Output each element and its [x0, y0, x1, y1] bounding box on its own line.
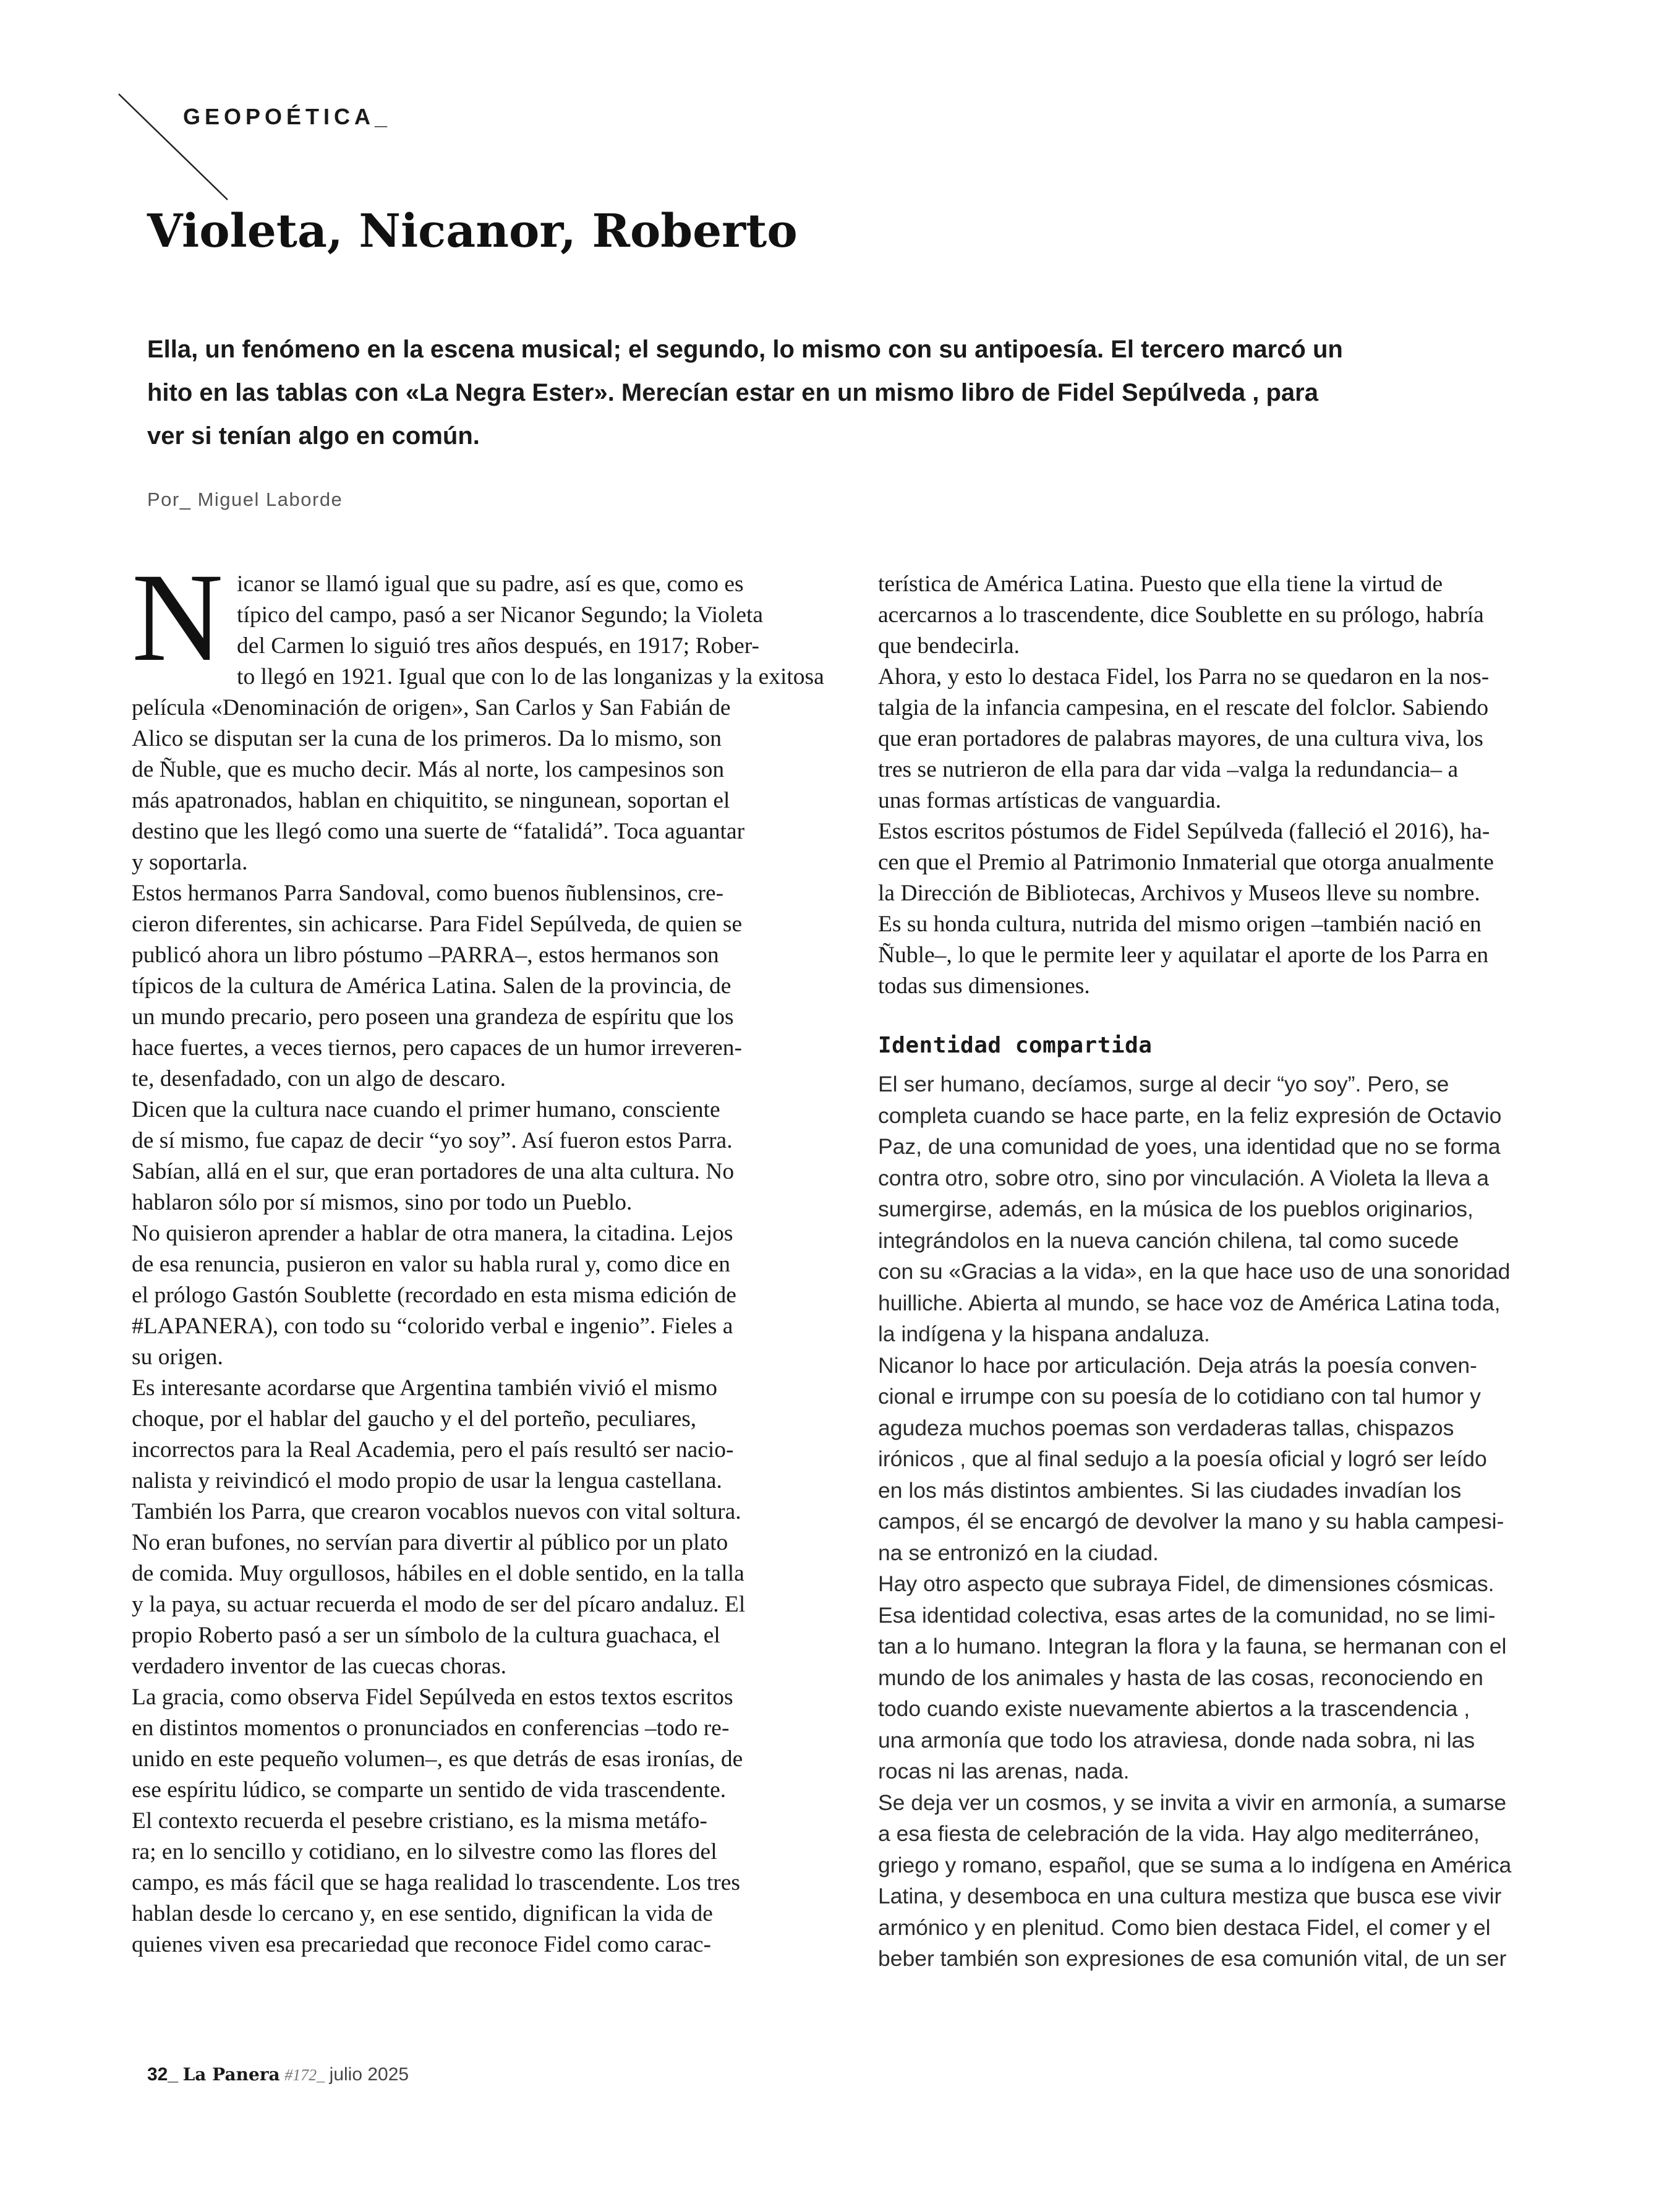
body-text-line: película «Denominación de origen», San Carlos y San Fabián de — [132, 695, 731, 720]
body-text-line: en los más distintos ambientes. Si las ciudades invadían los — [878, 1477, 1462, 1503]
body-text-line: completa cuando se hace parte, en la feliz expresión de Octavio — [878, 1103, 1502, 1128]
body-text-line: Sabían, allá en el sur, que eran portadores de una alta cultura. No — [132, 1159, 735, 1184]
body-text-line: agudeza muchos poemas son verdaderas tallas, chispazos — [878, 1415, 1454, 1440]
body-text-line: Nicanor lo hace por articulación. Deja atrás la poesía conven- — [878, 1352, 1477, 1378]
body-text-line: integrándolos en la nueva canción chilena, tal como sucede — [878, 1228, 1459, 1253]
section-subheading: Identidad compartida — [878, 1033, 1153, 1058]
article-title: Violeta, Nicanor, Roberto — [147, 205, 798, 258]
body-text-line: de comida. Muy orgullosos, hábiles en el doble sentido, en la talla — [132, 1561, 744, 1586]
page-number: 32_ — [147, 2064, 179, 2085]
body-text-line: Es interesante acordarse que Argentina también vivió el mismo — [132, 1375, 717, 1401]
body-text-line: publicó ahora un libro póstumo –PARRA–, estos hermanos son — [132, 942, 719, 968]
body-text-line: de esa renuncia, pusieron en valor su habla rural y, como dice en — [132, 1252, 731, 1277]
body-text-line: campos, él se encargó de devolver la mano y su habla campesi- — [878, 1509, 1504, 1534]
body-text-line: cieron diferentes, sin achicarse. Para Fidel Sepúlveda, de quien se — [132, 912, 743, 937]
body-text-line: Estos escritos póstumos de Fidel Sepúlveda (falleció el 2016), ha- — [878, 819, 1490, 844]
body-text-line: incorrectos para la Real Academia, pero el país resultó ser nacio- — [132, 1437, 734, 1463]
body-text-line: ese espíritu lúdico, se comparte un sentido de vida trascendente. — [132, 1777, 727, 1803]
body-text-line: y la paya, su actuar recuerda el modo de ser del pícaro andaluz. El — [132, 1592, 746, 1617]
body-text-line: cional e irrumpe con su poesía de lo cotidiano con tal humor y — [878, 1384, 1481, 1409]
right-column-sans — [878, 1069, 1583, 1975]
body-text-line: más apatronados, hablan en chiquitito, se ningunean, soportan el — [132, 788, 730, 813]
drop-cap: N — [132, 547, 224, 688]
body-text-line: te, desenfadado, con un algo de descaro. — [132, 1066, 506, 1091]
body-text-line: rocas ni las arenas, nada. — [878, 1759, 1130, 1783]
body-text-line: Latina, y desemboca en una cultura mestiza que busca ese vivir — [878, 1884, 1502, 1908]
body-text-line: Alico se disputan ser la cuna de los primeros. Da lo mismo, son — [132, 726, 722, 751]
body-text-line: Es su honda cultura, nutrida del mismo origen –también nació en — [878, 912, 1482, 937]
body-text-line: acercarnos a lo trascendente, dice Soublette en su prólogo, habría — [878, 602, 1484, 628]
lead-line: hito en las tablas con «La Negra Ester». Merecían estar en un mismo libro de Fidel Sepúlveda , para — [147, 379, 1318, 406]
body-text-line: el prólogo Gastón Soublette (recordado en esta misma edición de — [132, 1283, 736, 1308]
body-text-line: ra; en lo sencillo y cotidiano, en lo silvestre como las flores del — [132, 1839, 717, 1864]
lead-line: ver si tenían algo en común. — [147, 422, 480, 450]
body-text-line: a esa fiesta de celebración de la vida. Hay algo mediterráneo, — [878, 1821, 1480, 1846]
body-text-line: Dicen que la cultura nace cuando el primer humano, consciente — [132, 1097, 720, 1122]
body-text-line: que bendecirla. — [878, 633, 1020, 659]
body-text-line: griego y romano, español, que se suma a lo indígena en América — [878, 1852, 1512, 1877]
body-text-line: de sí mismo, fue capaz de decir “yo soy”. Así fueron estos Parra. — [132, 1128, 733, 1153]
body-text-line: to llegó en 1921. Igual que con lo de las longanizas y la exitosa — [237, 664, 824, 690]
body-text-line: icanor se llamó igual que su padre, así es que, como es — [237, 571, 744, 597]
body-text-line: La gracia, como observa Fidel Sepúlveda en estos textos escritos — [132, 1685, 733, 1710]
body-text-line: También los Parra, que crearon vocablos nuevos con vital soltura. — [132, 1499, 741, 1524]
body-text-line: terística de América Latina. Puesto que ella tiene la virtud de — [878, 571, 1443, 597]
right-column-serif — [878, 569, 1583, 1002]
body-text-line: todo cuando existe nuevamente abiertos a la trascendencia , — [878, 1696, 1470, 1721]
body-text-line: hablaron sólo por sí mismos, sino por todo un Pueblo. — [132, 1190, 633, 1215]
body-text-line: un mundo precario, pero poseen una grandeza de espíritu que los — [132, 1004, 734, 1030]
body-text-line: hace fuertes, a veces tiernos, pero capaces de un humor irreveren- — [132, 1035, 742, 1061]
body-text-line: unido en este pequeño volumen–, es que detrás de esas ironías, de — [132, 1746, 743, 1772]
body-text-line: irónicos , que al final sedujo a la poesía oficial y logró ser leído — [878, 1446, 1487, 1471]
body-text-line: Estos hermanos Parra Sandoval, como buenos ñublensinos, cre- — [132, 881, 724, 906]
body-text-line: contra otro, sobre otro, sino por vinculación. A Violeta la lleva a — [878, 1165, 1490, 1190]
body-text-line: y soportarla. — [132, 850, 248, 875]
body-text-line: Hay otro aspecto que subraya Fidel, de dimensiones cósmicas. — [878, 1571, 1495, 1596]
body-text-line: Esa identidad colectiva, esas artes de la comunidad, no se limi- — [878, 1602, 1496, 1628]
body-text-line: unas formas artísticas de vanguardia. — [878, 788, 1222, 813]
body-text-line: Ahora, y esto lo destaca Fidel, los Parra no se quedaron en la nos- — [878, 664, 1490, 690]
body-text-line: mundo de los animales y hasta de las cosas, reconociendo en — [878, 1665, 1483, 1690]
article-lead — [147, 328, 1371, 458]
body-text-line: tres se nutrieron de ella para dar vida –valga la redundancia– a — [878, 757, 1459, 782]
body-text-line: típicos de la cultura de América Latina. Salen de la provincia, de — [132, 973, 731, 999]
body-text-line: sumergirse, además, en la música de los pueblos originarios, — [878, 1197, 1473, 1221]
body-text-line: con su «Gracias a la vida», en la que hace uso de una sonoridad — [878, 1259, 1511, 1284]
lead-line: Ella, un fenómeno en la escena musical; el segundo, lo mismo con su antipoesía. El tercero marcó un — [147, 336, 1343, 363]
byline: Por_ Miguel Laborde — [147, 489, 343, 510]
body-text-line: Se deja ver un cosmos, y se invita a vivir en armonía, a sumarse — [878, 1790, 1507, 1815]
body-text-line: cen que el Premio al Patrimonio Inmaterial que otorga anualmente — [878, 850, 1494, 875]
body-text-line: campo, es más fácil que se haga realidad lo trascendente. Los tres — [132, 1870, 740, 1895]
body-text-line: armónico y en plenitud. Como bien destaca Fidel, el comer y el — [878, 1915, 1491, 1940]
body-text-line: propio Roberto pasó a ser un símbolo de la cultura guachaca, el — [132, 1623, 720, 1648]
body-text-line: na se entronizó en la ciudad. — [878, 1540, 1159, 1565]
body-text-line: de Ñuble, que es mucho decir. Más al norte, los campesinos son — [132, 757, 725, 782]
body-text-line: típico del campo, pasó a ser Nicanor Segundo; la Violeta — [237, 602, 764, 628]
body-text-line: talgia de la infancia campesina, en el rescate del folclor. Sabiendo — [878, 695, 1489, 720]
issue-date: julio 2025 — [329, 2064, 409, 2085]
body-text-line: No eran bufones, no servían para divertir al público por un plato — [132, 1530, 728, 1555]
body-text-line: #LAPANERA), con todo su “colorido verbal e ingenio”. Fieles a — [132, 1313, 733, 1339]
body-text-line: una armonía que todo los atraviesa, donde nada sobra, ni las — [878, 1727, 1475, 1753]
body-text-line: todas sus dimensiones. — [878, 973, 1090, 999]
body-text-line: tan a lo humano. Integran la flora y la fauna, se hermanan con el — [878, 1634, 1507, 1659]
body-text-line: El contexto recuerda el pesebre cristiano, es la misma metáfo- — [132, 1808, 707, 1834]
left-column — [132, 547, 824, 1960]
body-text-line: huilliche. Abierta al mundo, se hace voz de América Latina toda, — [878, 1290, 1501, 1315]
page-footer — [147, 2064, 409, 2085]
body-text-line: quienes viven esa precariedad que reconoce Fidel como carac- — [132, 1932, 712, 1957]
body-text-line: hablan desde lo cercano y, en ese sentido, dignifican la vida de — [132, 1901, 713, 1926]
body-text-line: la indígena y la hispana andaluza. — [878, 1322, 1210, 1346]
body-text-line: que eran portadores de palabras mayores, de una cultura viva, los — [878, 726, 1483, 751]
body-text-line: El ser humano, decíamos, surge al decir “yo soy”. Pero, se — [878, 1072, 1449, 1096]
issue-number: #172_ — [284, 2066, 325, 2084]
section-label: GEOPOÉTICA_ — [183, 104, 392, 129]
body-text-line: No quisieron aprender a hablar de otra manera, la citadina. Lejos — [132, 1221, 733, 1246]
body-text-line: choque, por el hablar del gaucho y el del porteño, peculiares, — [132, 1406, 697, 1432]
body-text-line: su origen. — [132, 1344, 223, 1370]
body-text-line: verdadero inventor de las cuecas choras. — [132, 1654, 506, 1679]
body-text-line: destino que les llegó como una suerte de “fatalidá”. Toca aguantar — [132, 819, 745, 844]
body-text-line: en distintos momentos o pronunciados en conferencias –todo re- — [132, 1715, 730, 1741]
body-text-line: nalista y reivindicó el modo propio de usar la lengua castellana. — [132, 1468, 722, 1493]
body-text-line: la Dirección de Bibliotecas, Archivos y Museos lleve su nombre. — [878, 881, 1480, 906]
body-text-line: Ñuble–, lo que le permite leer y aquilatar el aporte de los Parra en — [878, 942, 1489, 968]
body-text-line: beber también son expresiones de esa comunión vital, de un ser — [878, 1946, 1507, 1971]
magazine-name: La Panera — [182, 2064, 280, 2085]
body-text-line: del Carmen lo siguió tres años después, en 1917; Rober- — [237, 633, 759, 659]
body-text-line: Paz, de una comunidad de yoes, una identidad que no se forma — [878, 1134, 1501, 1159]
